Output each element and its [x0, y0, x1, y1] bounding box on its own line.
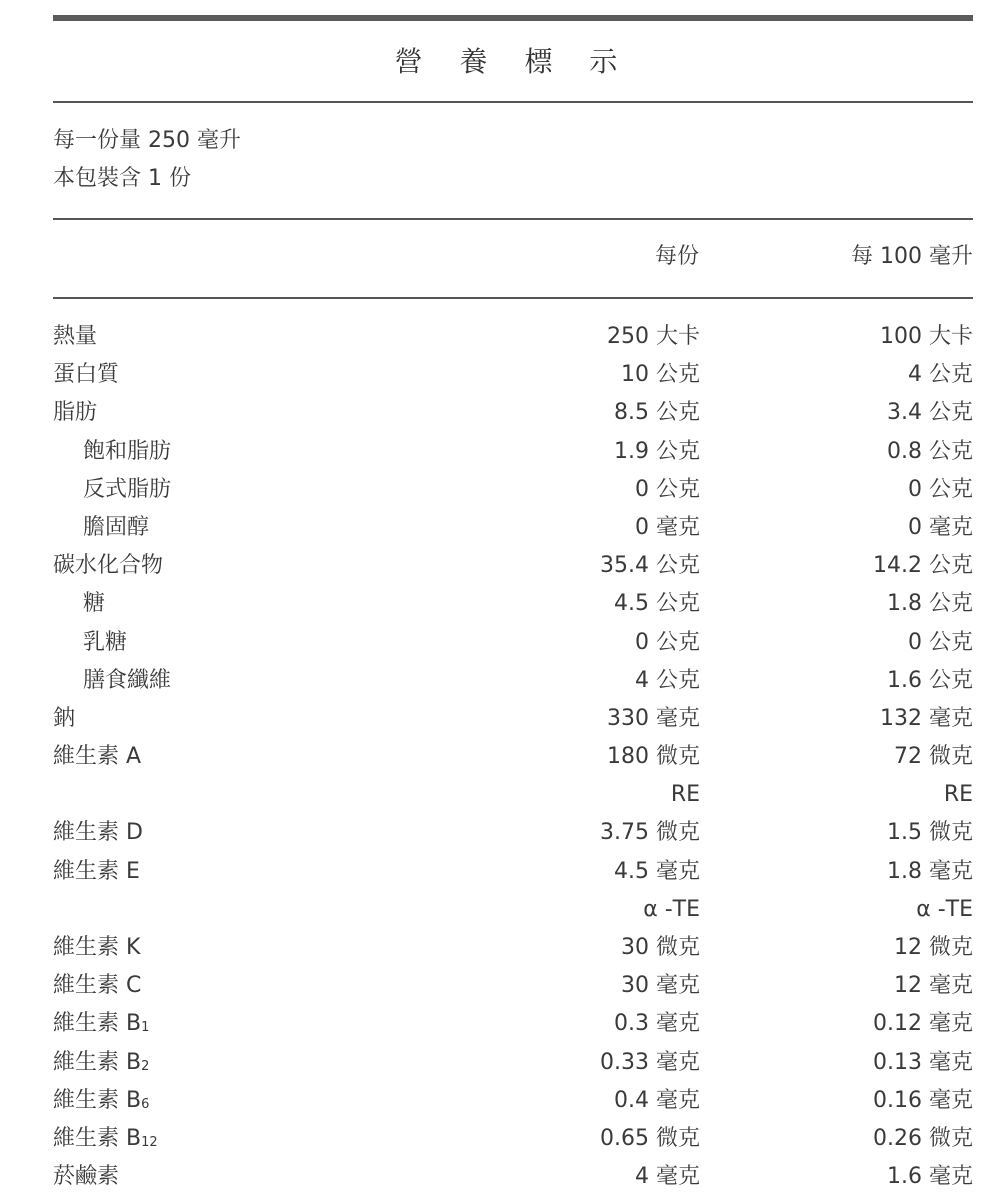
- nutrient-row: [53, 929, 973, 967]
- nutrient-row: [53, 318, 973, 356]
- value-per-serving: 10 公克: [621, 362, 700, 388]
- value-per-serving: 180 微克: [607, 744, 700, 770]
- value-per-100ml: 0.26 微克: [873, 1125, 973, 1151]
- nutrient-name-text: 蛋白質: [53, 362, 120, 388]
- nutrient-name: [53, 814, 143, 852]
- nutrient-name-text: 維生素 D: [53, 820, 143, 846]
- nutrient-row: [53, 1082, 973, 1120]
- value-per-100ml: 132 毫克: [880, 705, 973, 731]
- vitamin-subscript: 12: [141, 1134, 158, 1150]
- vitamin-subscript: 1: [141, 1020, 150, 1036]
- nutrient-row: [53, 700, 973, 738]
- column-header-per-serving: 每份: [654, 244, 699, 269]
- nutrient-row: [53, 547, 973, 585]
- nutrient-row: [53, 1120, 973, 1158]
- divider: [53, 297, 973, 299]
- top-border-bar: [53, 15, 973, 21]
- nutrient-row: [53, 471, 973, 509]
- nutrient-name-text: 維生素 B: [53, 1011, 142, 1037]
- nutrition-table: [53, 318, 973, 1196]
- value-per-100ml: 72 微克: [894, 744, 973, 770]
- nutrient-row: [53, 585, 973, 623]
- label-title: 營 養 標 示: [394, 45, 632, 78]
- vitamin-subscript: 2: [141, 1058, 150, 1074]
- nutrient-name-text: 維生素 B: [53, 1125, 142, 1151]
- value-per-serving: RE: [670, 782, 700, 808]
- value-per-100ml: 0.16 毫克: [873, 1087, 973, 1113]
- value-per-100ml: 14.2 公克: [873, 553, 973, 579]
- value-per-100ml: 0.12 毫克: [873, 1011, 973, 1037]
- value-per-100ml: 0.8 公克: [887, 438, 973, 464]
- nutrient-name-text: 維生素 K: [53, 935, 141, 960]
- value-per-serving: 0.4 毫克: [614, 1087, 700, 1113]
- value-per-serving: 0 毫克: [635, 514, 700, 540]
- value-per-100ml: 100 大卡: [880, 324, 973, 349]
- nutrient-name-text: 熱量: [53, 324, 98, 349]
- value-per-100ml: 12 毫克: [894, 973, 973, 999]
- divider: [53, 218, 973, 220]
- nutrient-name: [53, 547, 163, 585]
- nutrient-name: [53, 1005, 149, 1046]
- nutrient-row: [53, 853, 973, 891]
- servings-per-package: 本包裝含 1 份: [53, 166, 191, 191]
- nutrient-row: [53, 891, 973, 929]
- value-per-100ml: 12 微克: [894, 935, 973, 960]
- nutrient-name: [83, 433, 171, 471]
- nutrient-row: [53, 433, 973, 471]
- value-per-100ml: 0 毫克: [908, 514, 973, 540]
- nutrient-name: [53, 700, 75, 738]
- nutrient-name: [53, 1082, 149, 1123]
- value-per-serving: 30 毫克: [621, 973, 700, 999]
- value-per-serving: 250 大卡: [607, 324, 700, 349]
- value-per-serving: 4 公克: [635, 667, 700, 693]
- value-per-100ml: 0 公克: [908, 629, 973, 655]
- value-per-100ml: 4 公克: [908, 362, 973, 388]
- nutrient-row: [53, 509, 973, 547]
- value-per-serving: α -TE: [643, 896, 700, 922]
- nutrient-name: [83, 662, 171, 700]
- nutrient-name-text: 碳水化合物: [53, 553, 164, 579]
- value-per-serving: 8.5 公克: [614, 400, 700, 426]
- value-per-100ml: α -TE: [916, 896, 973, 922]
- value-per-serving: 1.9 公克: [614, 438, 700, 464]
- nutrient-row: [53, 776, 973, 814]
- value-per-100ml: 0.13 毫克: [873, 1049, 973, 1075]
- nutrient-row: [53, 738, 973, 776]
- value-per-serving: 3.75 微克: [600, 820, 700, 846]
- value-per-serving: 35.4 公克: [600, 553, 700, 579]
- column-header-per-100ml: 每 100 毫升: [851, 244, 973, 269]
- nutrient-name-text: 膽固醇: [83, 514, 150, 540]
- value-per-serving: 0 公克: [635, 629, 700, 655]
- value-per-serving: 0.65 微克: [600, 1125, 700, 1151]
- nutrient-name-text: 脂肪: [53, 400, 98, 426]
- nutrient-name: [53, 1044, 149, 1085]
- nutrient-name-text: 維生素 B: [53, 1087, 142, 1113]
- value-per-serving: 0.33 毫克: [600, 1049, 700, 1075]
- nutrient-row: [53, 814, 973, 852]
- nutrient-name: [53, 318, 97, 356]
- nutrient-name-text: 維生素 E: [53, 858, 140, 884]
- value-per-100ml: RE: [943, 782, 973, 808]
- value-per-100ml: 1.8 毫克: [887, 858, 973, 884]
- nutrient-name: [53, 929, 140, 967]
- divider: [53, 101, 973, 103]
- nutrient-name: [83, 585, 105, 623]
- nutrient-name: [53, 394, 97, 432]
- value-per-serving: 30 微克: [621, 935, 700, 960]
- nutrient-name-text: 維生素 C: [53, 973, 142, 999]
- value-per-100ml: 1.6 公克: [887, 667, 973, 693]
- nutrient-row: [53, 394, 973, 432]
- value-per-100ml: 1.5 微克: [887, 820, 973, 846]
- nutrient-name-text: 糖: [83, 591, 106, 617]
- nutrient-name: [53, 853, 140, 891]
- value-per-serving: 4.5 毫克: [614, 858, 700, 884]
- nutrient-name-text: 菸鹼素: [53, 1164, 120, 1190]
- value-per-serving: 330 毫克: [607, 705, 700, 731]
- value-per-serving: 0 公克: [635, 476, 700, 502]
- value-per-serving: 4 毫克: [635, 1164, 700, 1190]
- nutrient-name-text: 飽和脂肪: [83, 438, 172, 464]
- nutrient-name: [53, 1120, 158, 1161]
- nutrient-row: [53, 624, 973, 662]
- nutrient-name: [83, 509, 149, 547]
- nutrient-name: [53, 356, 119, 394]
- nutrient-name: [83, 624, 127, 662]
- vitamin-subscript: 6: [141, 1096, 150, 1112]
- nutrient-name-text: 鈉: [53, 705, 76, 731]
- nutrient-row: [53, 356, 973, 394]
- nutrient-row: [53, 1005, 973, 1043]
- nutrient-name-text: 維生素 B: [53, 1049, 142, 1075]
- nutrient-name-text: 膳食纖維: [83, 667, 172, 693]
- nutrient-name: [53, 967, 141, 1005]
- value-per-100ml: 1.6 毫克: [887, 1164, 973, 1190]
- nutrient-row: [53, 1044, 973, 1082]
- nutrient-name-text: 反式脂肪: [83, 476, 172, 502]
- nutrient-name: [53, 738, 141, 776]
- nutrient-name: [53, 1158, 119, 1196]
- nutrient-name-text: 乳糖: [83, 629, 128, 655]
- value-per-serving: 0.3 毫克: [614, 1011, 700, 1037]
- nutrient-name: [83, 471, 171, 509]
- nutrient-row: [53, 967, 973, 1005]
- value-per-100ml: 3.4 公克: [887, 400, 973, 426]
- nutrient-name-text: 維生素 A: [53, 744, 142, 770]
- value-per-serving: 4.5 公克: [614, 591, 700, 617]
- nutrient-row: [53, 662, 973, 700]
- value-per-100ml: 0 公克: [908, 476, 973, 502]
- nutrient-row: [53, 1158, 973, 1196]
- value-per-100ml: 1.8 公克: [887, 591, 973, 617]
- serving-size: 每一份量 250 毫升: [53, 128, 241, 153]
